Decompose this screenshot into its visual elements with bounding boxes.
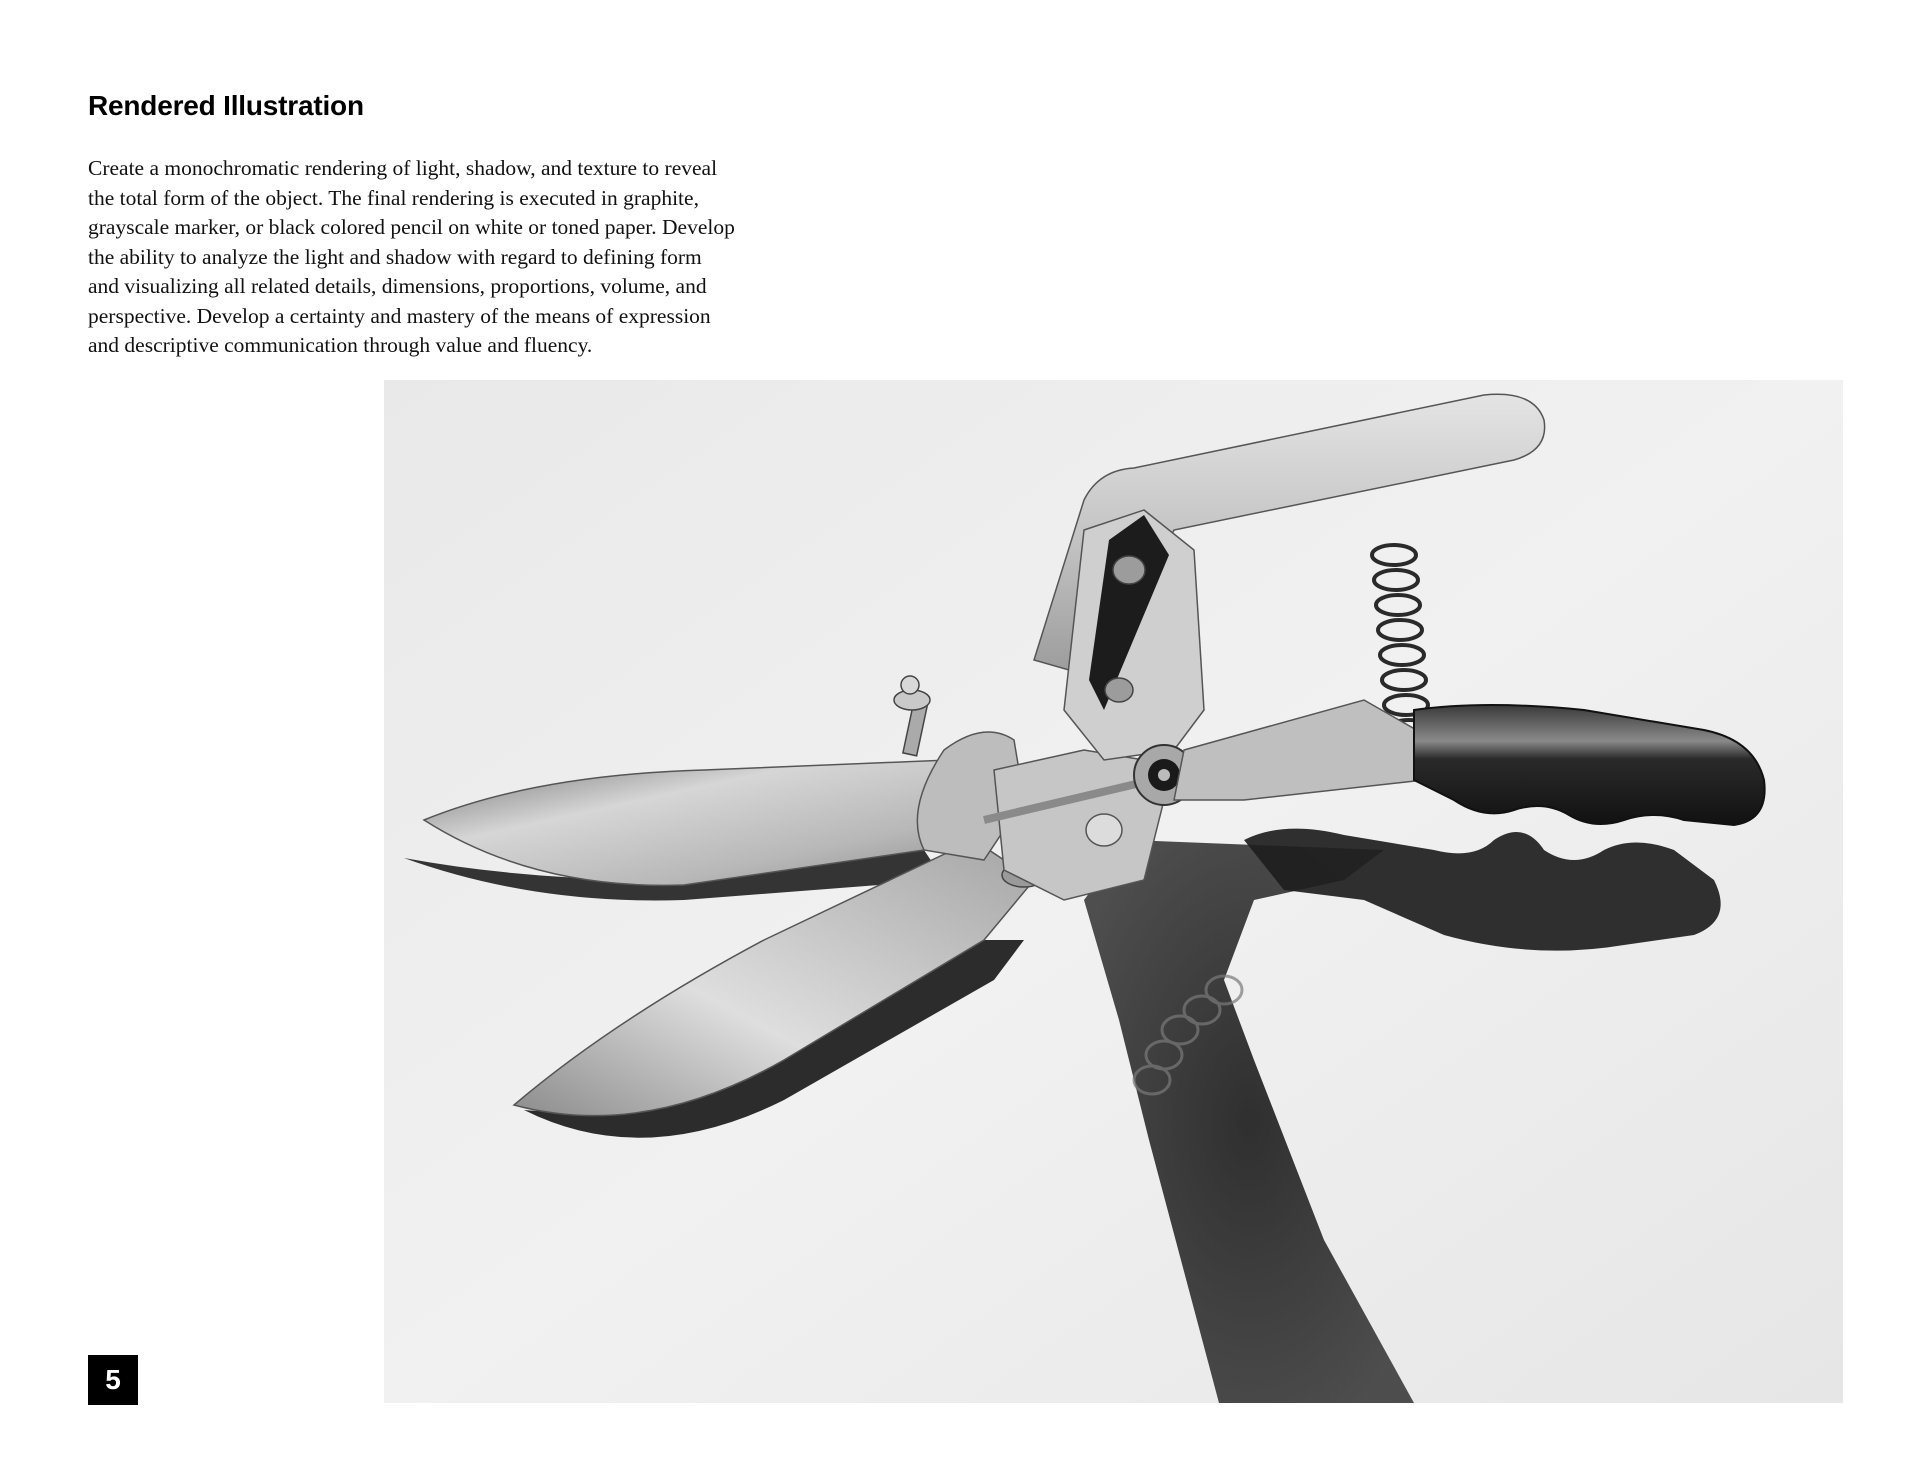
page-title: Rendered Illustration xyxy=(88,90,364,121)
body-line: perspective. Develop a certainty and mastery of the means of expression xyxy=(88,303,711,328)
body-line: and descriptive communication through value and fluency. xyxy=(88,333,593,357)
gear-center xyxy=(1158,769,1170,781)
shears-illustration xyxy=(384,380,1843,1403)
plate-rivet-bottom xyxy=(1105,678,1133,702)
plate-rivet-top xyxy=(1113,556,1145,584)
body-line: the ability to analyze the light and shadow with regard to defining form xyxy=(88,244,702,269)
body-line: the total form of the object. The final rendering is executed in graphite, xyxy=(88,185,699,210)
bolt-cap xyxy=(901,676,919,694)
body-line: Create a monochromatic rendering of light, shadow, and texture to reveal xyxy=(88,156,718,180)
body-line: and visualizing all related details, dimensions, proportions, volume, and xyxy=(88,274,707,298)
page-number-badge: 5 xyxy=(88,1355,138,1405)
pivot-rivet xyxy=(1086,814,1122,846)
body-line: grayscale marker, or black colored pencil on white or toned paper. Develop xyxy=(88,215,735,239)
shears-drawing xyxy=(384,380,1843,1403)
body-paragraph xyxy=(88,154,848,361)
